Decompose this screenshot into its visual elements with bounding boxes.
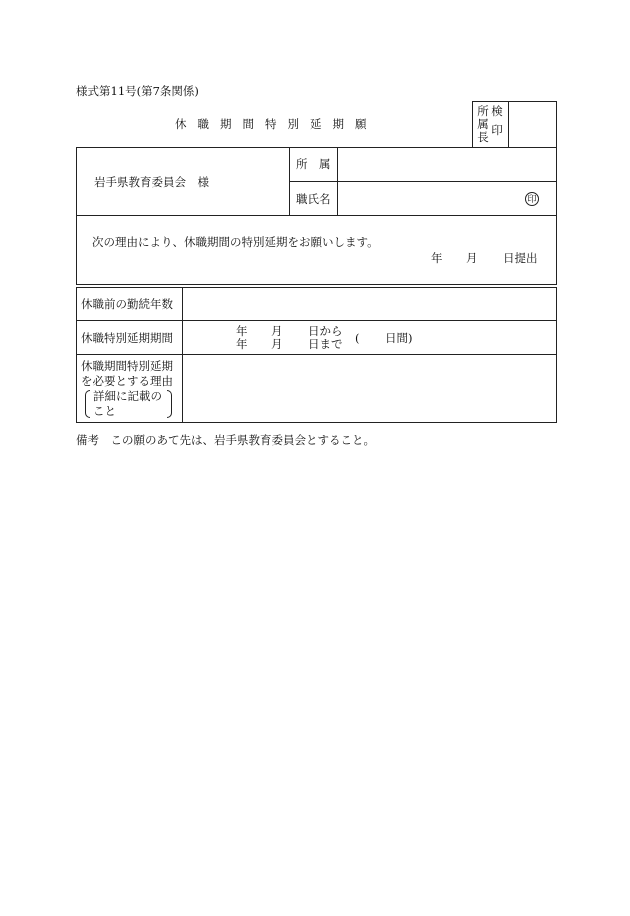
name-field[interactable] xyxy=(342,188,517,208)
period-from-year: 年 xyxy=(236,324,248,338)
submit-month: 月 xyxy=(466,251,478,265)
period-label: 休職特別延期期間 xyxy=(81,331,173,345)
period-days-open: ( xyxy=(355,331,360,345)
form-number: 様式第11号(第7条関係) xyxy=(76,84,199,98)
service-years-field[interactable] xyxy=(186,292,552,316)
period-to-day: 日まで xyxy=(308,337,343,351)
seal-icon: 印 xyxy=(525,192,539,206)
reason-label-line1: 休職期間特別延期 xyxy=(81,359,173,373)
reason-note-line1: 詳細に記載の xyxy=(93,389,162,403)
period-to-month: 月 xyxy=(271,337,283,351)
remarks: 備考 この願のあて先は、岩手県教育委員会とすること。 xyxy=(76,433,375,447)
period-from-day: 日から xyxy=(308,324,343,338)
bracket-right-icon xyxy=(167,390,172,418)
approval-label-principal: 所 属 長 xyxy=(477,104,489,144)
reason-field[interactable] xyxy=(186,358,552,418)
approval-stamp-field[interactable] xyxy=(509,102,556,147)
reason-label-line2: を必要とする理由 xyxy=(81,374,173,388)
reason-note-line2: こと xyxy=(93,404,116,418)
request-statement: 次の理由により、休職期間の特別延期をお願いします。 xyxy=(92,235,379,249)
submit-year: 年 xyxy=(431,251,443,265)
affiliation-field[interactable] xyxy=(342,155,552,175)
request-section xyxy=(76,215,557,285)
form-title: 休職期間特別延期願 xyxy=(175,117,378,131)
affiliation-label: 所 属 xyxy=(296,157,331,171)
period-to-year: 年 xyxy=(236,337,248,351)
submit-day: 日提出 xyxy=(503,251,538,265)
name-label: 職氏名 xyxy=(296,192,331,206)
period-days-close: 日間) xyxy=(385,331,413,345)
approval-label-inspection: 検 印 xyxy=(491,104,503,137)
service-years-label: 休職前の勤続年数 xyxy=(81,297,173,311)
bracket-left-icon xyxy=(85,390,90,418)
period-from-month: 月 xyxy=(271,324,283,338)
addressee-name: 岩手県教育委員会 様 xyxy=(94,175,209,189)
